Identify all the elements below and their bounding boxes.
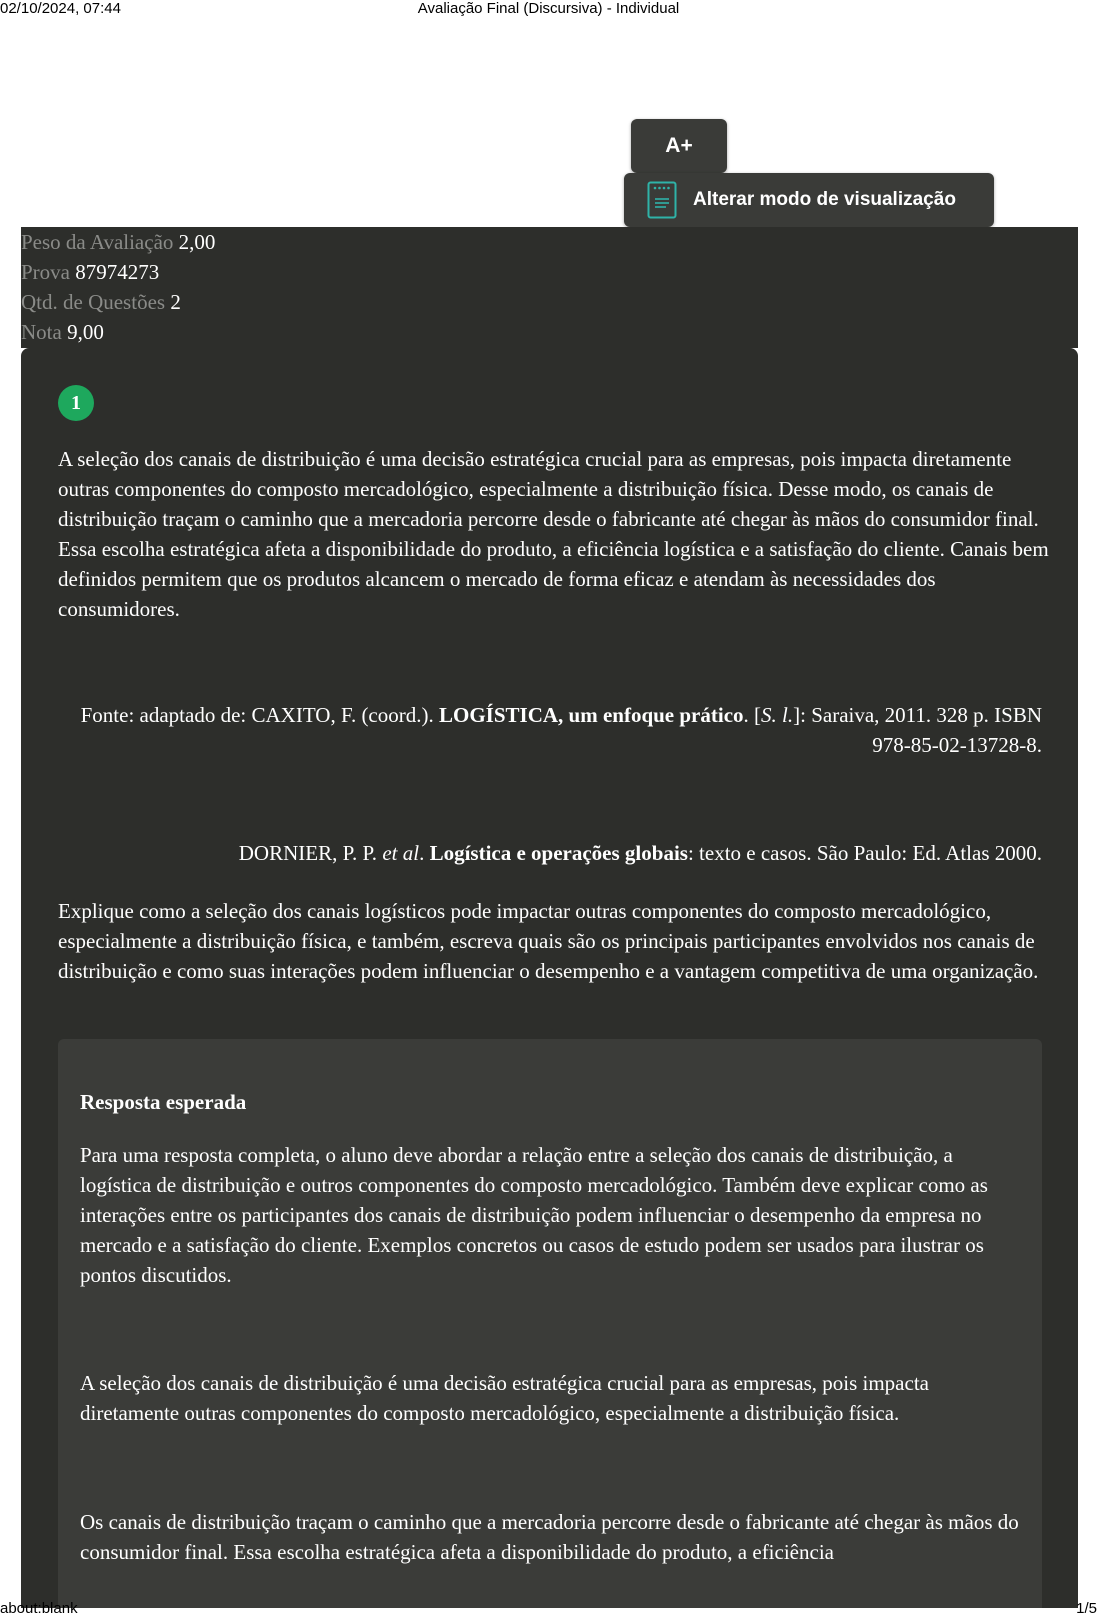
nota-label: Nota — [21, 320, 62, 344]
source-citation-2 — [58, 838, 1042, 868]
source-citation-1 — [58, 700, 1042, 760]
qtd-label: Qtd. de Questões — [21, 290, 166, 314]
peso-label: Peso da Avaliação — [21, 230, 174, 254]
question-card — [21, 348, 1078, 1608]
change-view-mode-button[interactable] — [624, 173, 994, 227]
source2-suffix: : texto e casos. São Paulo: Ed. Atlas 2000. — [687, 841, 1042, 865]
print-url: about:blank — [0, 1600, 78, 1617]
peso-value: 2,00 — [178, 230, 216, 254]
source2-prefix: DORNIER, P. P. — [238, 841, 383, 865]
increase-font-button[interactable]: A+ — [631, 119, 727, 173]
info-nota — [21, 317, 1078, 347]
source2-dot: . — [419, 841, 430, 865]
source1-suffix: ]: Saraiva, 2011. 328 p. ISBN 978-85-02-13728-8. — [793, 703, 1042, 757]
expected-answer-title: Resposta esperada — [80, 1090, 247, 1114]
question-prompt: Explique como a seleção dos canais logísticos pode impactar outras componentes do composto mercadológico, especialmente a distribuição física, e também, escreva quais são os principais participantes envolvidos nos canais de distribuição e como suas interações podem influenciar o desempenho e a vantagem competitiva de uma organização. — [58, 899, 1039, 983]
document-icon — [647, 181, 677, 219]
info-qtd — [21, 287, 1078, 317]
info-prova — [21, 257, 1078, 287]
view-mode-label: Alterar modo de visualização — [693, 189, 956, 210]
print-date: 02/10/2024, 07:44 — [0, 0, 121, 17]
source1-prefix: Fonte: adaptado de: CAXITO, F. (coord.). — [80, 703, 439, 727]
info-peso — [21, 227, 1078, 257]
prova-label: Prova — [21, 260, 70, 284]
question-number-badge: 1 — [58, 385, 94, 421]
source2-italic: et al — [382, 841, 420, 865]
print-header — [0, 0, 1097, 20]
expected-answer-paragraph-1: Para uma resposta completa, o aluno deve abordar a relação entre a seleção dos canais de distribuição, a logística de distribuição e outros componentes do composto mercadológico. Também deve explicar como as interações entre os participantes dos canais de distribuição podem influenciar o desempenho da empresa no mercado e a satisfação do cliente. Exemplos concretos ou casos de estudo podem ser usados para ilustrar os pontos discutidos. — [80, 1143, 988, 1287]
question-statement: A seleção dos canais de distribuição é uma decisão estratégica crucial para as empresas, pois impacta diretamente outras componentes do composto mercadológico, especialmente a distribuição física. Desse modo, os canais de distribuição traçam o caminho que a mercadoria percorre desde o fabricante até chegar às mãos do consumidor final. Essa escolha estratégica afeta a disponibilidade do produto, a eficiência logística e a satisfação do cliente. Canais bem definidos permitem que os produtos alcancem o mercado de forma eficaz e atendam às necessidades dos consumidores. — [58, 447, 1049, 621]
qtd-value: 2 — [170, 290, 181, 314]
nota-value: 9,00 — [67, 320, 104, 344]
assessment-info — [21, 227, 1078, 348]
expected-answer-paragraph-3: Os canais de distribuição traçam o caminho que a mercadoria percorre desde o fabricante até chegar às mãos do consumidor final. Essa escolha estratégica afeta a disponibilidade do produto, a eficiência — [80, 1510, 1019, 1564]
source1-mid: . [ — [743, 703, 762, 727]
print-footer — [0, 1599, 1097, 1619]
print-title: Avaliação Final (Discursiva) - Individual — [417, 0, 680, 17]
print-page-number: 1/5 — [1076, 1600, 1097, 1617]
source1-italic: S. l. — [761, 703, 794, 727]
source1-title: LOGÍSTICA, um enfoque prático — [439, 703, 744, 727]
source2-title: Logística e operações globais — [429, 841, 688, 865]
prova-value: 87974273 — [75, 260, 160, 284]
expected-answer-box — [58, 1039, 1042, 1608]
expected-answer-paragraph-2: A seleção dos canais de distribuição é uma decisão estratégica crucial para as empresas, pois impacta diretamente outras componentes do composto mercadológico, especialmente a distribuição física. — [80, 1371, 929, 1425]
